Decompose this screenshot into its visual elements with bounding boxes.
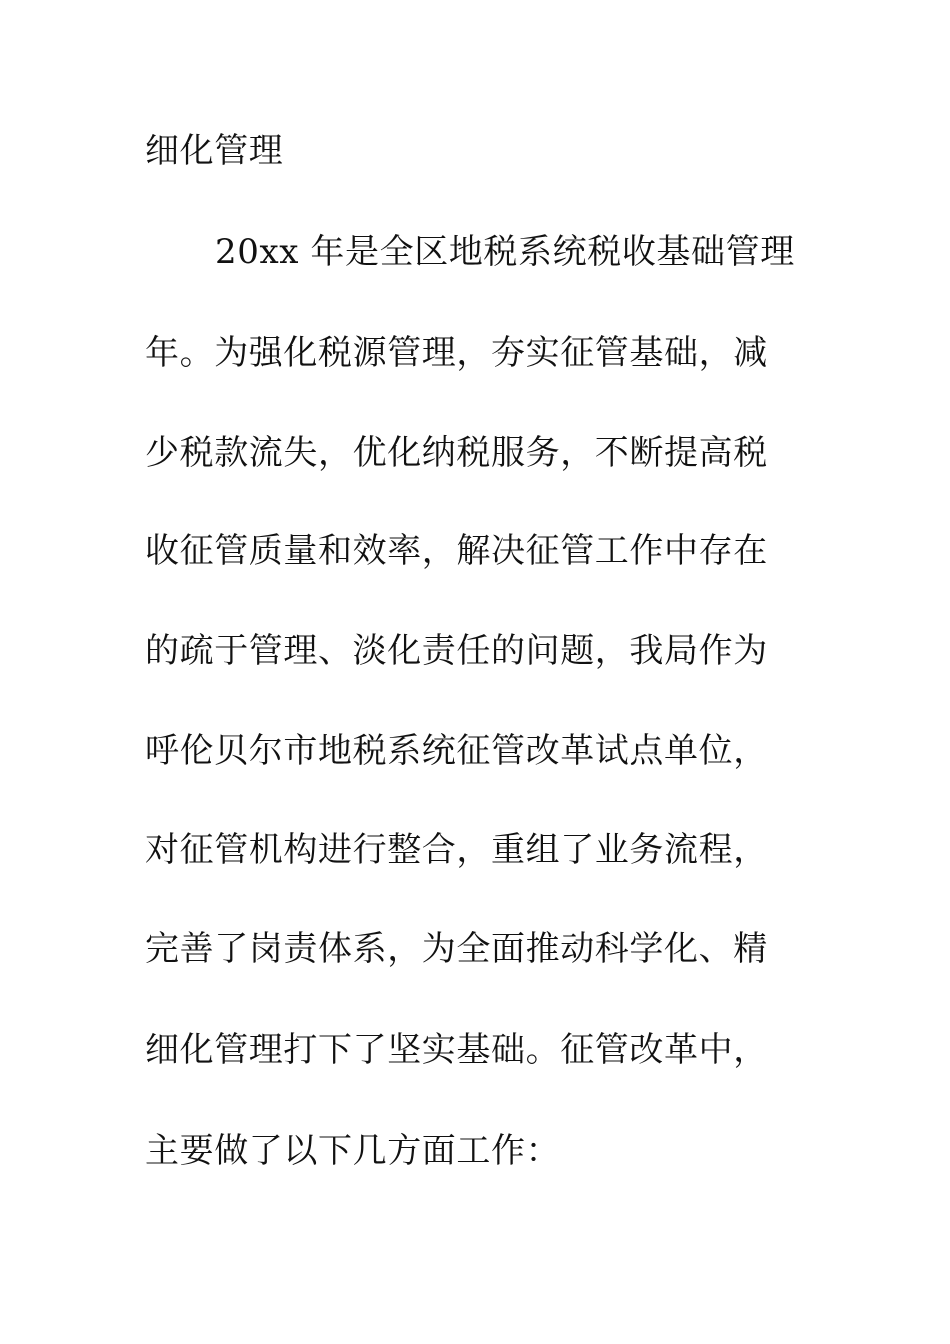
paragraph-line: 的疏于管理、淡化责任的问题，我局作为 xyxy=(145,631,768,671)
paragraph-line: 年。为强化税源管理，夯实征管基础，减 xyxy=(145,333,768,373)
paragraph-line: 呼伦贝尔市地税系统征管改革试点单位， xyxy=(145,731,768,771)
paragraph-line: 收征管质量和效率，解决征管工作中存在 xyxy=(145,531,768,571)
paragraph-line: 少税款流失，优化纳税服务，不断提高税 xyxy=(145,433,768,473)
heading-line: 细化管理 xyxy=(145,131,284,171)
paragraph-line: 对征管机构进行整合，重组了业务流程， xyxy=(145,830,768,870)
paragraph-line: 完善了岗责体系，为全面推动科学化、精 xyxy=(145,929,768,969)
paragraph-line: 20xx 年是全区地税系统税收基础管理 xyxy=(215,232,795,272)
paragraph-line: 细化管理打下了坚实基础。征管改革中， xyxy=(145,1030,768,1070)
paragraph-line: 主要做了以下几方面工作： xyxy=(145,1131,561,1171)
